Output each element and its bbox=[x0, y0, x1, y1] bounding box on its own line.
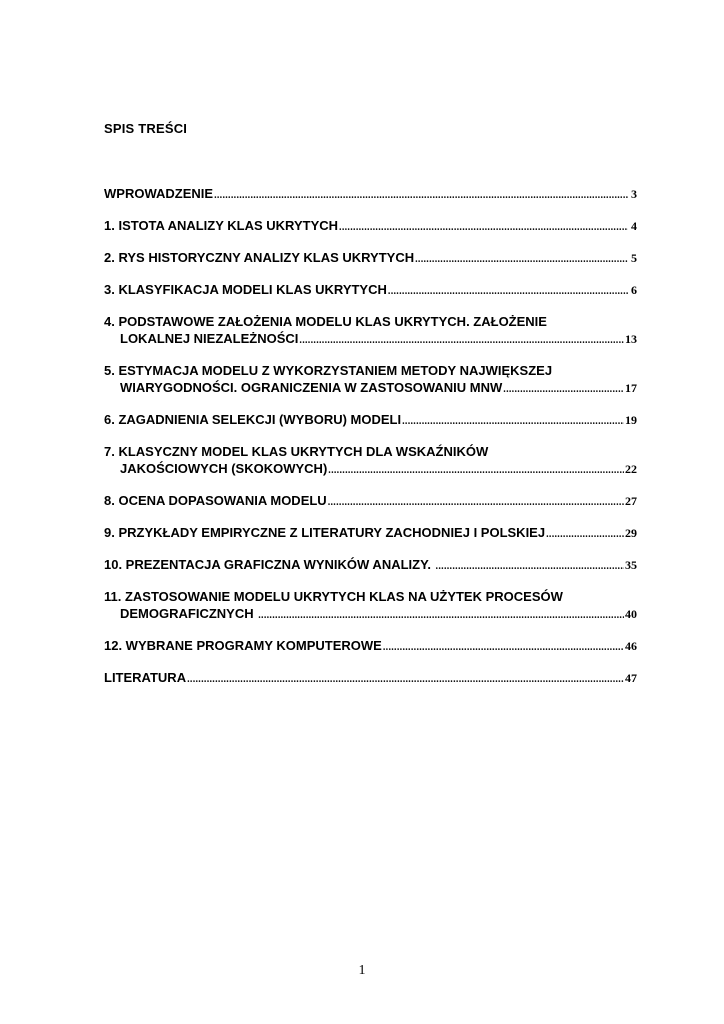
toc-entry-title: WPROWADZENIE bbox=[104, 186, 214, 201]
toc-heading: SPIS TREŚCI bbox=[104, 121, 188, 136]
dot-leader bbox=[503, 382, 624, 398]
toc-page-number: 35 bbox=[625, 558, 637, 572]
dot-leader bbox=[187, 672, 624, 688]
toc-entry-title-continued: WIARYGODNOŚCI. OGRANICZENIA W ZASTOSOWANIU MNW bbox=[120, 380, 503, 395]
dot-leader bbox=[436, 559, 624, 575]
toc-entry-literatura[interactable] bbox=[104, 670, 637, 687]
toc-entry-title: 5. ESTYMACJA MODELU Z WYKORZYSTANIEM METODY NAJWIĘKSZEJ bbox=[104, 363, 553, 378]
toc-page-number: 46 bbox=[625, 639, 637, 653]
dot-leader bbox=[546, 527, 624, 543]
toc-page-number: 22 bbox=[625, 462, 637, 476]
toc-page-number: 6 bbox=[631, 283, 637, 297]
toc-entry-title: 10. PREZENTACJA GRAFICZNA WYNIKÓW ANALIZY. bbox=[104, 557, 435, 572]
toc-entry-9[interactable] bbox=[104, 525, 637, 542]
toc-page-number: 4 bbox=[631, 219, 637, 233]
toc-entry-title: 7. KLASYCZNY MODEL KLAS UKRYTYCH DLA WSKAŹNIKÓW bbox=[104, 444, 489, 459]
toc-page-number: 27 bbox=[625, 494, 637, 508]
dot-leader bbox=[388, 284, 628, 300]
dot-leader bbox=[214, 188, 628, 204]
toc-entry-4[interactable] bbox=[104, 314, 637, 348]
toc-entry-title: LITERATURA bbox=[104, 670, 187, 685]
toc-entry-title: 9. PRZYKŁADY EMPIRYCZNE Z LITERATURY ZACHODNIEJ I POLSKIEJ bbox=[104, 525, 546, 540]
dot-leader bbox=[328, 495, 624, 511]
toc-entry-title-continued: JAKOŚCIOWYCH (SKOKOWYCH) bbox=[120, 461, 328, 476]
toc-entry-12[interactable] bbox=[104, 638, 637, 655]
toc-page-number: 29 bbox=[625, 526, 637, 540]
toc-entry-7[interactable] bbox=[104, 444, 637, 478]
dot-leader bbox=[328, 463, 624, 479]
dot-leader bbox=[415, 252, 628, 268]
dot-leader bbox=[258, 608, 624, 624]
toc-entry-10[interactable] bbox=[104, 557, 637, 574]
toc-page-number: 17 bbox=[625, 381, 637, 395]
toc-entry-5[interactable] bbox=[104, 363, 637, 397]
toc-entry-6[interactable] bbox=[104, 412, 637, 429]
toc-entry-2[interactable] bbox=[104, 250, 637, 267]
toc-entry-title-continued: DEMOGRAFICZNYCH bbox=[120, 606, 258, 621]
toc-entry-title: 2. RYS HISTORYCZNY ANALIZY KLAS UKRYTYCH bbox=[104, 250, 415, 265]
dot-leader bbox=[339, 220, 628, 236]
toc-entry-title: 6. ZAGADNIENIA SELEKCJI (WYBORU) MODELI bbox=[104, 412, 402, 427]
toc-entry-1[interactable] bbox=[104, 218, 637, 235]
toc-entry-title: 1. ISTOTA ANALIZY KLAS UKRYTYCH bbox=[104, 218, 339, 233]
toc-page-number: 40 bbox=[625, 607, 637, 621]
toc-entry-title-continued: LOKALNEJ NIEZALEŻNOŚCI bbox=[120, 331, 299, 346]
dot-leader bbox=[383, 640, 624, 656]
dot-leader bbox=[299, 333, 624, 349]
toc-page-number: 13 bbox=[625, 332, 637, 346]
table-of-contents bbox=[104, 186, 637, 702]
page-number-footer: 1 bbox=[358, 963, 366, 978]
dot-leader bbox=[402, 414, 624, 430]
toc-page-number: 19 bbox=[625, 413, 637, 427]
toc-entry-11[interactable] bbox=[104, 589, 637, 623]
toc-page-number: 5 bbox=[631, 251, 637, 265]
toc-entry-title: 4. PODSTAWOWE ZAŁOŻENIA MODELU KLAS UKRYTYCH. ZAŁOŻENIE bbox=[104, 314, 547, 329]
toc-page-number: 47 bbox=[625, 671, 637, 685]
toc-entry-title: 11. ZASTOSOWANIE MODELU UKRYTYCH KLAS NA UŻYTEK PROCESÓW bbox=[104, 589, 563, 604]
toc-entry-3[interactable] bbox=[104, 282, 637, 299]
toc-entry-title: 8. OCENA DOPASOWANIA MODELU bbox=[104, 493, 327, 508]
toc-entry-8[interactable] bbox=[104, 493, 637, 510]
toc-page-number: 3 bbox=[631, 187, 637, 201]
toc-entry-title: 12. WYBRANE PROGRAMY KOMPUTEROWE bbox=[104, 638, 382, 653]
toc-entry-title: 3. KLASYFIKACJA MODELI KLAS UKRYTYCH bbox=[104, 282, 387, 297]
toc-entry-wprowadzenie[interactable] bbox=[104, 186, 637, 203]
